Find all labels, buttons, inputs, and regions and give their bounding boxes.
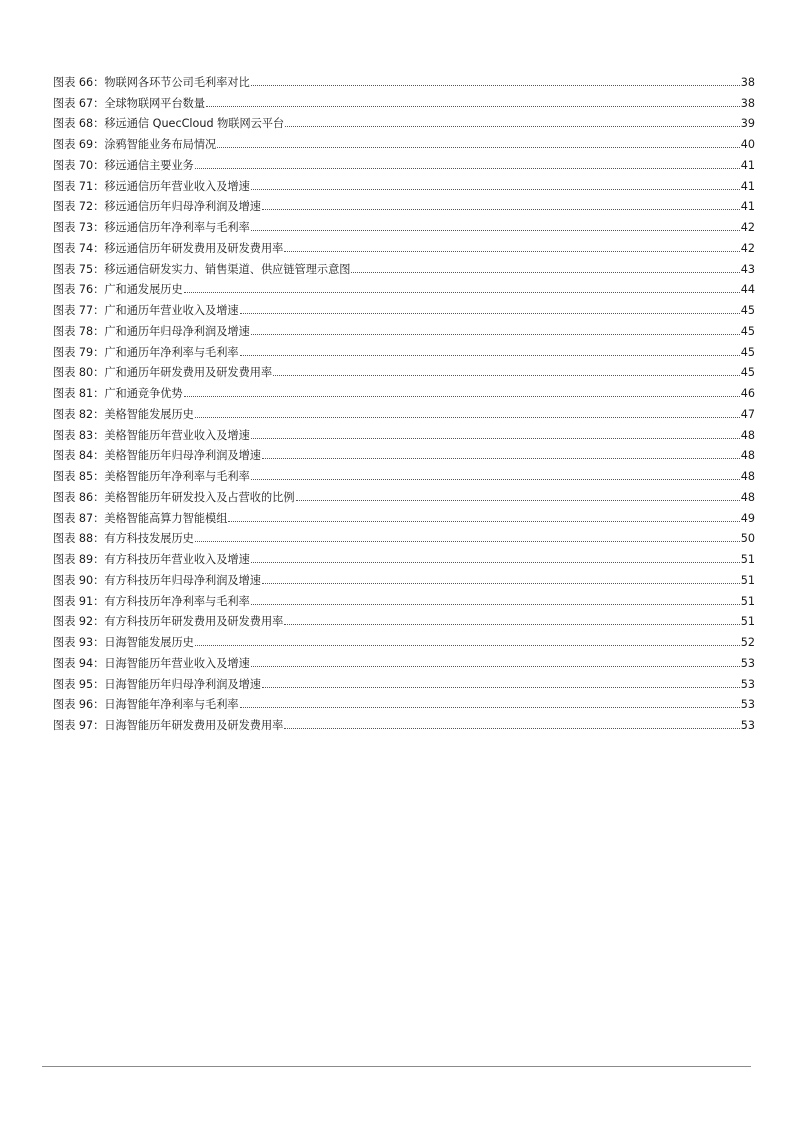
toc-entry[interactable] [53,193,755,214]
toc-entry-page-number[interactable]: 41 [740,158,755,172]
toc-entry-label[interactable]: 图表 85：美格智能历年净利率与毛利率 [53,470,250,483]
toc-dot-leader [217,147,740,148]
toc-entry-page-number[interactable]: 52 [740,636,755,649]
toc-entry[interactable] [53,628,755,649]
toc-dot-leader [273,375,740,376]
toc-entry-label[interactable]: 图表 72：移远通信历年归母净利润及增速 [53,200,261,214]
toc-entry-label[interactable]: 图表 69：涂鸦智能业务布局情况 [53,138,217,151]
toc-entry[interactable] [53,276,755,297]
toc-entry-page-number[interactable]: 47 [740,407,755,421]
toc-entry[interactable] [53,296,755,317]
toc-entry[interactable] [53,172,755,193]
toc-dot-leader [251,334,740,335]
toc-entry[interactable] [53,462,755,483]
toc-entry[interactable] [53,213,755,234]
toc-entry[interactable] [53,338,755,359]
toc-entry-page-number[interactable]: 42 [740,221,755,234]
toc-dot-leader [262,687,740,688]
toc-dot-leader [251,189,740,190]
toc-entry-page-number[interactable]: 51 [740,553,755,566]
toc-dot-leader [240,313,740,314]
toc-entry-label[interactable]: 图表 89：有方科技历年营业收入及增速 [53,553,250,566]
toc-dot-leader [262,458,740,459]
toc-entry-page-number[interactable]: 38 [740,75,755,89]
toc-dot-leader [195,541,740,542]
toc-dot-leader [251,479,740,480]
toc-entry-label[interactable]: 图表 77：广和通历年营业收入及增速 [53,304,239,317]
toc-entry-page-number[interactable]: 40 [740,138,755,151]
toc-dot-leader [184,396,740,397]
toc-entry-label[interactable]: 图表 75：移远通信研发实力、销售渠道、供应链管理示意图 [53,262,351,276]
toc-entry-page-number[interactable]: 48 [740,428,755,442]
toc-entry-label[interactable]: 图表 73：移远通信历年净利率与毛利率 [53,221,250,234]
toc-entry-page-number[interactable]: 53 [740,677,755,691]
toc-entry[interactable] [53,151,755,172]
toc-entry-label[interactable]: 图表 84：美格智能历年归母净利润及增速 [53,449,261,463]
toc-entry[interactable] [53,483,755,504]
toc-entry-page-number[interactable]: 53 [740,719,755,732]
toc-entry-page-number[interactable]: 51 [740,573,755,587]
toc-dot-leader [296,500,740,501]
toc-dot-leader [251,604,740,605]
toc-entry-label[interactable]: 图表 97：日海智能历年研发费用及研发费用率 [53,719,284,732]
toc-dot-leader [351,272,739,273]
toc-dot-leader [195,168,740,169]
toc-entry[interactable] [53,400,755,421]
toc-entry[interactable] [53,317,755,338]
toc-entry-label[interactable]: 图表 80：广和通历年研发费用及研发费用率 [53,366,273,380]
toc-entry-page-number[interactable]: 42 [740,241,755,255]
toc-entry[interactable] [53,691,755,712]
toc-entry[interactable] [53,89,755,110]
toc-entry[interactable] [53,587,755,608]
toc-entry-label[interactable]: 图表 93：日海智能发展历史 [53,636,194,649]
toc-entry[interactable] [53,608,755,629]
toc-dot-leader [284,728,739,729]
toc-entry-label[interactable]: 图表 90：有方科技历年归母净利润及增速 [53,573,261,587]
toc-entry-label[interactable]: 图表 95：日海智能历年归母净利润及增速 [53,677,261,691]
toc-entry-label[interactable]: 图表 82：美格智能发展历史 [53,407,194,421]
toc-entry-page-number[interactable]: 45 [740,345,755,359]
toc-entry-label[interactable]: 图表 71：移远通信历年营业收入及增速 [53,179,250,193]
toc-dot-leader [251,562,740,563]
toc-entry[interactable] [53,649,755,670]
toc-entry-page-number[interactable]: 45 [740,304,755,317]
toc-entry-label[interactable]: 图表 74：移远通信历年研发费用及研发费用率 [53,241,284,255]
toc-dot-leader [251,666,740,667]
table-of-figures [53,68,755,732]
toc-dot-leader [284,624,739,625]
toc-entry-label[interactable]: 图表 86：美格智能历年研发投入及占营收的比例 [53,490,295,504]
toc-entry[interactable] [53,442,755,463]
toc-dot-leader [195,417,740,418]
toc-dot-leader [228,521,739,522]
toc-entry[interactable] [53,130,755,151]
toc-dot-leader [251,438,740,439]
toc-entry-label[interactable]: 图表 91：有方科技历年净利率与毛利率 [53,594,250,608]
footer-divider [42,1066,751,1067]
toc-dot-leader [251,85,740,86]
toc-entry-page-number[interactable]: 41 [740,200,755,214]
toc-entry[interactable] [53,379,755,400]
toc-entry[interactable] [53,234,755,255]
toc-entry-page-number[interactable]: 45 [740,366,755,380]
toc-entry-page-number[interactable]: 50 [740,532,755,546]
toc-dot-leader [240,355,740,356]
toc-entry-page-number[interactable]: 41 [740,179,755,193]
toc-entry[interactable] [53,421,755,442]
toc-entry-page-number[interactable]: 48 [740,490,755,504]
toc-dot-leader [262,583,740,584]
toc-entry-label[interactable]: 图表 88：有方科技发展历史 [53,532,194,546]
toc-entry[interactable] [53,670,755,691]
toc-entry-label[interactable]: 图表 96：日海智能年净利率与毛利率 [53,698,239,712]
toc-entry[interactable] [53,566,755,587]
toc-entry-page-number[interactable]: 51 [740,594,755,608]
toc-entry[interactable] [53,545,755,566]
toc-dot-leader [240,707,740,708]
toc-entry-label[interactable]: 图表 83：美格智能历年营业收入及增速 [53,428,250,442]
toc-entry-page-number[interactable]: 45 [740,324,755,338]
toc-dot-leader [251,230,740,231]
toc-dot-leader [285,126,740,127]
toc-entry-label[interactable]: 图表 94：日海智能历年营业收入及增速 [53,656,250,670]
toc-dot-leader [184,292,740,293]
toc-entry-label[interactable]: 图表 68：移远通信 QuecCloud 物联网云平台 [53,117,285,131]
toc-entry-page-number[interactable]: 48 [740,470,755,483]
toc-entry-label[interactable]: 图表 66：物联网各环节公司毛利率对比 [53,75,250,89]
toc-entry-label[interactable]: 图表 87：美格智能高算力智能模组 [53,511,228,525]
toc-entry-page-number[interactable]: 38 [740,96,755,110]
toc-dot-leader [206,106,740,107]
toc-entry-page-number[interactable]: 53 [740,698,755,712]
toc-entry[interactable] [53,68,755,89]
toc-entry-page-number[interactable]: 53 [740,656,755,670]
toc-entry[interactable] [53,525,755,546]
toc-entry[interactable] [53,711,755,732]
toc-entry-label[interactable]: 图表 76：广和通发展历史 [53,283,183,297]
toc-entry-label[interactable]: 图表 67：全球物联网平台数量 [53,96,206,110]
toc-entry-page-number[interactable]: 43 [740,262,755,276]
toc-entry-label[interactable]: 图表 81：广和通竞争优势 [53,387,183,400]
toc-entry-label[interactable]: 图表 70：移远通信主要业务 [53,158,194,172]
toc-entry[interactable] [53,359,755,380]
toc-entry-page-number[interactable]: 51 [740,615,755,629]
toc-entry-label[interactable]: 图表 92：有方科技历年研发费用及研发费用率 [53,615,284,629]
toc-entry-page-number[interactable]: 44 [740,283,755,297]
toc-dot-leader [195,645,740,646]
toc-entry-label[interactable]: 图表 78：广和通历年归母净利润及增速 [53,324,250,338]
toc-entry-page-number[interactable]: 46 [740,387,755,400]
toc-entry[interactable] [53,504,755,525]
toc-entry-label[interactable]: 图表 79：广和通历年净利率与毛利率 [53,345,239,359]
toc-dot-leader [284,251,739,252]
toc-entry-page-number[interactable]: 48 [740,449,755,463]
toc-entry[interactable] [53,110,755,131]
toc-entry-page-number[interactable]: 39 [740,117,755,131]
toc-entry[interactable] [53,255,755,276]
toc-entry-page-number[interactable]: 49 [740,511,755,525]
toc-dot-leader [262,209,740,210]
